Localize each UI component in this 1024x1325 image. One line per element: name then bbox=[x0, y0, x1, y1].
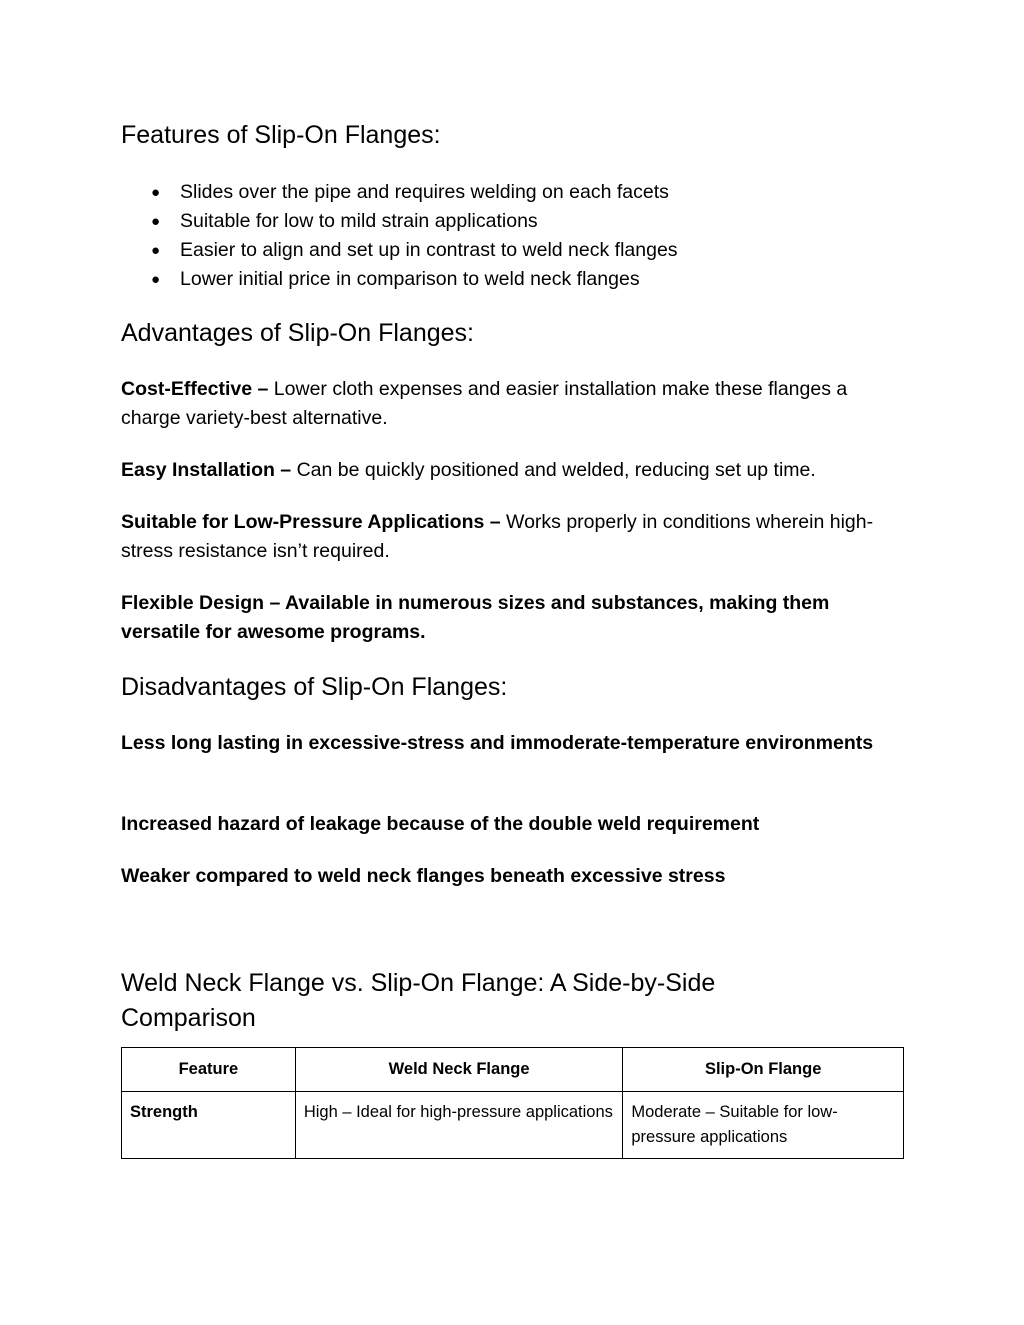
cell-slip-on: Moderate – Suitable for low-pressure applications bbox=[623, 1092, 904, 1159]
comparison-heading: Weld Neck Flange vs. Slip-On Flange: A Side-by-Side Comparison bbox=[121, 969, 716, 1032]
list-item: ● Easier to align and set up in contrast to weld neck flanges bbox=[121, 236, 905, 265]
features-heading: Features of Slip-On Flanges: bbox=[121, 121, 441, 149]
column-header-weld-neck: Weld Neck Flange bbox=[295, 1048, 623, 1092]
advantage-text: Works properly in conditions wherein high-stress resistance isn’t required. bbox=[121, 511, 874, 562]
advantage-term: Cost-Effective – bbox=[121, 378, 269, 400]
disadvantage-text: Weaker compared to weld neck flanges beneath excessive stress bbox=[121, 865, 726, 887]
advantage-cost-effective bbox=[121, 375, 905, 433]
advantage-low-pressure bbox=[121, 508, 905, 566]
column-header-feature: Feature bbox=[122, 1048, 296, 1092]
advantage-text: Can be quickly positioned and welded, reducing set up time. bbox=[291, 459, 816, 481]
disadvantage-text: Less long lasting in excessive-stress and immoderate-temperature environments bbox=[121, 732, 874, 754]
advantage-flexible-design bbox=[121, 589, 905, 647]
column-header-slip-on: Slip-On Flange bbox=[623, 1048, 904, 1092]
comparison-table bbox=[121, 1047, 904, 1159]
list-item: ● Slides over the pipe and requires welding on each facets bbox=[121, 178, 905, 207]
advantages-heading: Advantages of Slip-On Flanges: bbox=[121, 319, 474, 347]
advantage-term: Easy Installation – bbox=[121, 459, 292, 481]
table-header-row bbox=[122, 1048, 904, 1092]
disadvantage-item bbox=[121, 810, 905, 839]
table-row bbox=[122, 1092, 904, 1159]
disadvantage-item bbox=[121, 729, 905, 758]
advantage-text: Lower cloth expenses and easier installation make these flanges a charge variety-best alternative. bbox=[121, 378, 848, 429]
list-item: ● Suitable for low to mild strain applications bbox=[121, 207, 905, 236]
disadvantage-item bbox=[121, 862, 905, 891]
cell-feature: Strength bbox=[122, 1092, 296, 1159]
disadvantage-text: Increased hazard of leakage because of the double weld requirement bbox=[121, 813, 760, 835]
advantage-easy-installation bbox=[121, 456, 905, 485]
disadvantages-heading: Disadvantages of Slip-On Flanges: bbox=[121, 673, 508, 701]
advantage-term: Flexible Design – Available in numerous sizes and substances, making them versatile for awesome programs. bbox=[121, 592, 830, 643]
cell-weld-neck: High – Ideal for high-pressure applications bbox=[295, 1092, 623, 1159]
features-list bbox=[121, 178, 905, 294]
advantage-term: Suitable for Low-Pressure Applications – bbox=[121, 511, 501, 533]
list-item: ● Lower initial price in comparison to weld neck flanges bbox=[121, 265, 905, 294]
